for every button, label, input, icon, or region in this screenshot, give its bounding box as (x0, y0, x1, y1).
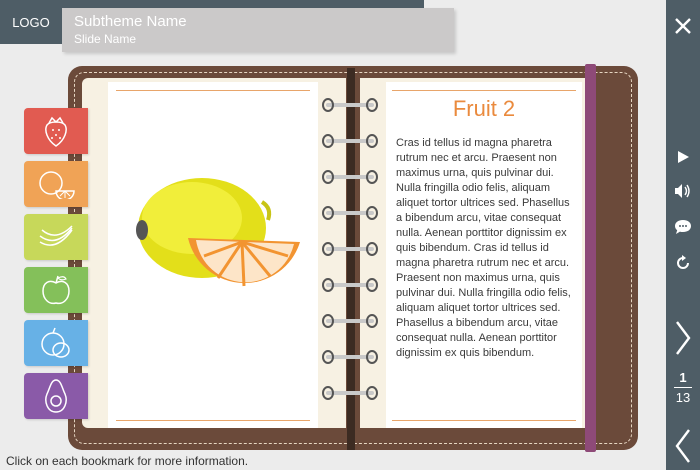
ring (322, 242, 378, 256)
page-rule (116, 420, 310, 421)
play-icon (676, 150, 690, 164)
lemon-orange-illustration (130, 172, 310, 308)
page-rule (116, 90, 310, 91)
bookmark-plum[interactable] (24, 320, 88, 366)
page-rule (392, 420, 576, 421)
next-button[interactable] (666, 318, 700, 358)
ring (322, 206, 378, 220)
chevron-left-icon (675, 428, 691, 464)
replay-icon (675, 255, 691, 271)
page-rule (392, 90, 576, 91)
page-total: 13 (675, 390, 691, 405)
strawberry-icon (41, 114, 71, 148)
avocado-icon (41, 378, 71, 414)
subtheme-title: Subtheme Name (74, 13, 187, 30)
content-body: Cras id tellus id magna pharetra rutrum nec et arcu. Praesent non maximus urna, quis pulvinar dui. Nulla fringilla odio felis, aliquam aliquet tortor ultrices sed. Phasellus a bibendum arcu, vitae consequat nulla. Aenean porttitor dignissim ex quis bibendum. Cras id tellus id magna pharetra rutrum nec et arcu. Praesent non maximus urna, quis pulvinar dui. Nulla fringilla odio felis, aliquam aliquet tortor ultrices sed. Phasellus a bibendum arcu, vitae consequat nulla. Aenean porttitor dignissim ex quis bibendum. (396, 137, 571, 359)
content-title: Fruit 2 (452, 96, 516, 121)
bookmark-apple[interactable] (24, 267, 88, 313)
slide-name: Slide Name (74, 32, 137, 46)
ring (322, 170, 378, 184)
ribbon-bookmark (585, 64, 596, 452)
instruction-text: Click on each bookmark for more information. (6, 454, 249, 468)
volume-icon (674, 183, 692, 199)
close-button[interactable] (666, 8, 700, 44)
speech-bubble-icon (674, 219, 692, 235)
logo: LOGO (0, 0, 62, 44)
header-strip (62, 0, 424, 8)
play-button[interactable] (666, 146, 700, 168)
previous-button[interactable] (666, 426, 700, 466)
ring (322, 278, 378, 292)
bookmark-orange[interactable] (24, 161, 88, 207)
replay-button[interactable] (666, 252, 700, 274)
plum-icon (39, 326, 73, 360)
volume-button[interactable] (666, 180, 700, 202)
ring (322, 314, 378, 328)
page-counter (666, 370, 700, 405)
ring (322, 134, 378, 148)
close-icon (674, 17, 692, 35)
chevron-right-icon (675, 320, 691, 356)
ring (322, 98, 378, 112)
page-current: 1 (679, 370, 687, 385)
banana-icon (36, 222, 76, 252)
comments-button[interactable] (666, 216, 700, 238)
bookmark-strawberry[interactable] (24, 108, 88, 154)
bookmark-avocado[interactable] (24, 373, 88, 419)
bookmark-banana[interactable] (24, 214, 88, 260)
title-bar (62, 8, 454, 52)
page-divider (674, 387, 692, 388)
right-sidebar (666, 0, 700, 470)
orange-icon (36, 169, 76, 199)
ring (322, 350, 378, 364)
ring (322, 386, 378, 400)
apple-icon (39, 273, 73, 307)
